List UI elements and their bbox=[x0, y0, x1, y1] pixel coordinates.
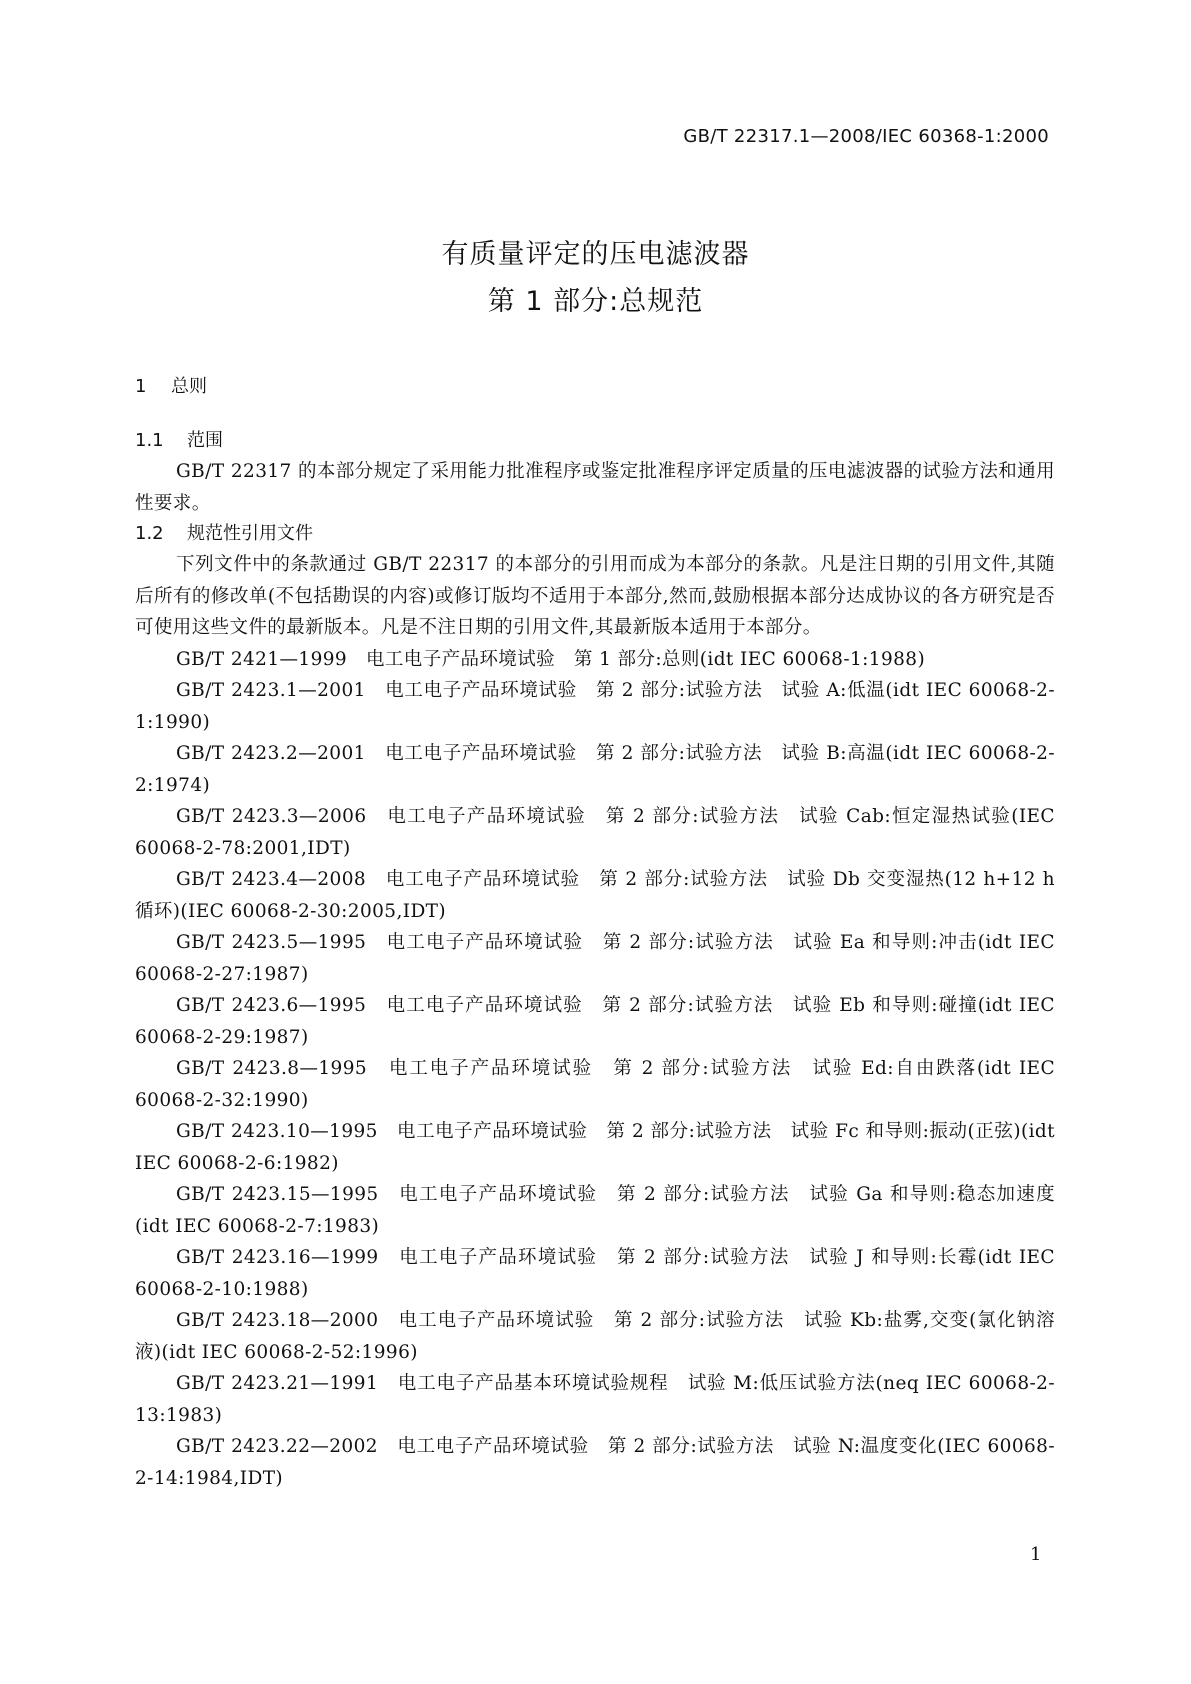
reference-item: GB/T 2423.16—1999 电工电子产品环境试验 第 2 部分:试验方法 试验 J 和导则:长霉(idt IEC 60068-2-10:1988) bbox=[135, 1247, 1055, 1300]
reference-item: GB/T 2423.18—2000 电工电子产品环境试验 第 2 部分:试验方法 试验 Kb:盐雾,交变(氯化钠溶液)(idt IEC 60068-2-52:1996) bbox=[135, 1310, 1055, 1363]
scope-paragraph: GB/T 22317 的本部分规定了采用能力批准程序或鉴定批准程序评定质量的压电滤波器的试验方法和通用性要求。 bbox=[135, 461, 1055, 514]
section-number: 1 bbox=[135, 376, 147, 397]
reference-item: GB/T 2423.6—1995 电工电子产品环境试验 第 2 部分:试验方法 试验 Eb 和导则:碰撞(idt IEC 60068-2-29:1987) bbox=[135, 995, 1055, 1048]
section-title: 规范性引用文件 bbox=[187, 523, 313, 544]
section-heading-1-1 bbox=[135, 426, 1055, 456]
section-title: 范围 bbox=[187, 430, 223, 451]
reference-item: GB/T 2423.3—2006 电工电子产品环境试验 第 2 部分:试验方法 试验 Cab:恒定湿热试验(IEC 60068-2-78:2001,IDT) bbox=[135, 806, 1055, 859]
reference-item: GB/T 2423.5—1995 电工电子产品环境试验 第 2 部分:试验方法 试验 Ea 和导则:冲击(idt IEC 60068-2-27:1987) bbox=[135, 932, 1055, 985]
reference-item: GB/T 2423.4—2008 电工电子产品环境试验 第 2 部分:试验方法 试验 Db 交变湿热(12 h+12 h 循环)(IEC 60068-2-30:2005,IDT) bbox=[135, 869, 1055, 922]
document-subtitle: 第 1 部分:总规范 bbox=[487, 286, 704, 317]
reference-item: GB/T 2423.1—2001 电工电子产品环境试验 第 2 部分:试验方法 试验 A:低温(idt IEC 60068-2-1:1990) bbox=[135, 680, 1055, 733]
section-title: 总则 bbox=[171, 376, 207, 397]
reference-item: GB/T 2423.15—1995 电工电子产品环境试验 第 2 部分:试验方法 试验 Ga 和导则:稳态加速度(idt IEC 60068-2-7:1983) bbox=[135, 1184, 1055, 1237]
section-number: 1.1 bbox=[135, 430, 164, 451]
reference-item: GB/T 2423.22—2002 电工电子产品环境试验 第 2 部分:试验方法 试验 N:温度变化(IEC 60068-2-14:1984,IDT) bbox=[135, 1436, 1055, 1489]
reference-item: GB/T 2423.10—1995 电工电子产品环境试验 第 2 部分:试验方法 试验 Fc 和导则:振动(正弦)(idt IEC 60068-2-6:1982) bbox=[135, 1121, 1055, 1174]
document-body bbox=[135, 372, 1055, 1494]
section-heading-1 bbox=[135, 372, 1055, 402]
section-number: 1.2 bbox=[135, 523, 164, 544]
standard-code: GB/T 22317.1—2008/IEC 60368-1:2000 bbox=[683, 126, 1049, 147]
reference-item: GB/T 2423.2—2001 电工电子产品环境试验 第 2 部分:试验方法 试验 B:高温(idt IEC 60068-2-2:1974) bbox=[135, 743, 1055, 796]
document-title: 有质量评定的压电滤波器 bbox=[441, 239, 750, 270]
reference-item: GB/T 2423.21—1991 电工电子产品基本环境试验规程 试验 M:低压试验方法(neq IEC 60068-2-13:1983) bbox=[135, 1373, 1055, 1426]
normative-references-paragraph: 下列文件中的条款通过 GB/T 22317 的本部分的引用而成为本部分的条款。凡是注日期的引用文件,其随后所有的修改单(不包括勘误的内容)或修订版均不适用于本部分,然而,鼓励根据本部分达成协议的各方研究是否可使用这些文件的最新版本。凡是不注日期的引用文件,其最新版本适用于本部分。 bbox=[135, 554, 1055, 638]
section-heading-1-2 bbox=[135, 519, 1055, 549]
reference-item: GB/T 2421—1999 电工电子产品环境试验 第 1 部分:总则(idt IEC 60068-1:1988) bbox=[176, 648, 926, 670]
reference-item: GB/T 2423.8—1995 电工电子产品环境试验 第 2 部分:试验方法 试验 Ed:自由跌落(idt IEC 60068-2-32:1990) bbox=[135, 1058, 1055, 1111]
page-number: 1 bbox=[1030, 1544, 1042, 1565]
